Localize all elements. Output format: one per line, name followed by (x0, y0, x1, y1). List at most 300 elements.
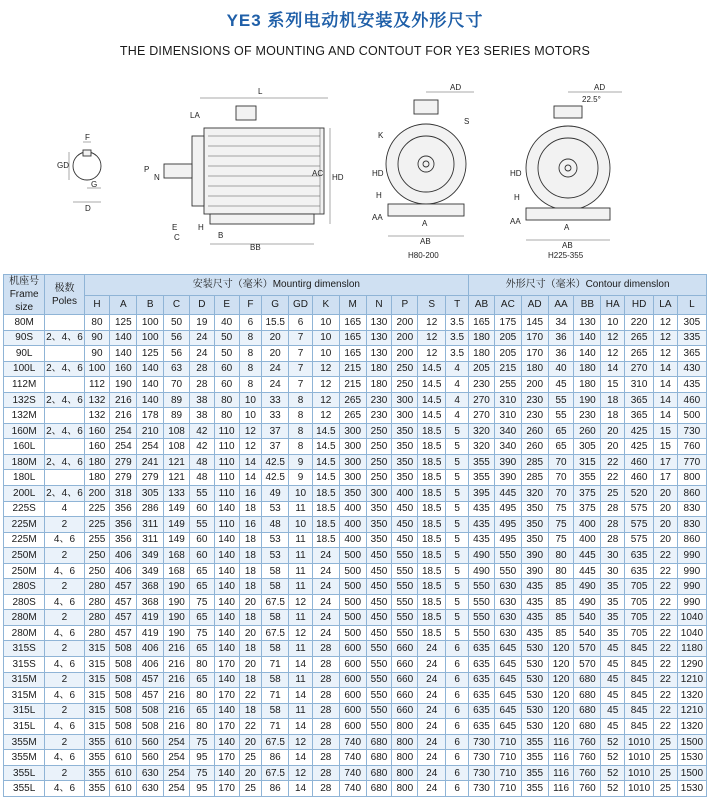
dimension-cell: 550 (494, 548, 521, 564)
dimension-cell: 14 (289, 657, 313, 673)
dimension-cell: 425 (625, 423, 654, 439)
dimension-cell: 180 (84, 470, 110, 486)
dimension-cell: 10 (289, 517, 313, 533)
dimension-cell: 120 (548, 641, 574, 657)
dimension-cell: 280 (84, 594, 110, 610)
dimension-cell: 5 (446, 579, 469, 595)
dimension-cell: 400 (339, 501, 366, 517)
dimension-cell: 740 (339, 765, 366, 781)
dimension-cell: 22 (654, 703, 678, 719)
dimension-cell: 116 (548, 734, 574, 750)
dimension-cell: 10 (312, 330, 339, 346)
frame-size-cell: 355L (4, 781, 45, 797)
dimension-cell: 45 (601, 657, 625, 673)
table-row (4, 548, 707, 564)
dimension-cell: 550 (392, 563, 418, 579)
dimension-cell: 20 (239, 625, 262, 641)
dimension-cell: 220 (625, 315, 654, 331)
dimension-cell: 250 (366, 423, 392, 439)
dimension-cell: 33 (262, 392, 289, 408)
dimension-cell: 6 (446, 641, 469, 657)
dimension-cell: 600 (339, 719, 366, 735)
dimension-cell: 680 (366, 734, 392, 750)
dimension-cell: 315 (84, 641, 110, 657)
dimension-cell: 390 (521, 548, 548, 564)
rear-label-aa: AA (510, 217, 521, 226)
dimension-cell: 20 (239, 594, 262, 610)
dimension-cell: 350 (366, 517, 392, 533)
dimension-cell: 445 (574, 548, 601, 564)
dimension-cell: 1320 (677, 688, 706, 704)
dimension-cell: 25 (654, 734, 678, 750)
dimension-cell: 22 (601, 454, 625, 470)
dimension-cell: 610 (110, 734, 137, 750)
poles-cell: 4、6 (45, 688, 84, 704)
dimension-cell: 1010 (625, 781, 654, 797)
dimension-cell: 990 (677, 579, 706, 595)
column-header-la: LA (654, 295, 678, 314)
dimension-cell: 5 (446, 532, 469, 548)
front-label-h: H (376, 191, 382, 200)
dimension-cell: 550 (366, 719, 392, 735)
dimension-cell: 50 (214, 330, 239, 346)
dimension-cell: 28 (312, 719, 339, 735)
dimension-cell: 355 (521, 781, 548, 797)
dimension-cell: 190 (574, 392, 601, 408)
dimension-cell: 460 (625, 470, 654, 486)
table-row (4, 703, 707, 719)
dimension-cell: 215 (494, 361, 521, 377)
dimension-cell: 445 (494, 486, 521, 502)
dimension-cell: 457 (110, 625, 137, 641)
dimension-cell: 58 (262, 610, 289, 626)
dimension-cell: 760 (574, 750, 601, 766)
dimension-cell: 42 (189, 439, 214, 455)
dimension-cell: 110 (214, 517, 239, 533)
dimension-cell: 5 (446, 594, 469, 610)
dimension-cell: 165 (339, 315, 366, 331)
dimension-cell: 375 (574, 486, 601, 502)
dimension-cell: 108 (164, 439, 190, 455)
dimension-cell: 58 (262, 703, 289, 719)
table-row (4, 408, 707, 424)
dimension-cell: 4 (446, 408, 469, 424)
dimension-cell: 400 (339, 517, 366, 533)
dimension-cell: 680 (366, 765, 392, 781)
dimension-cell: 28 (189, 361, 214, 377)
dimension-cell: 37 (262, 439, 289, 455)
side-label-ac: AC (312, 169, 324, 178)
dimension-cell: 1500 (677, 765, 706, 781)
dimension-cell: 190 (164, 610, 190, 626)
dimension-cell: 845 (625, 703, 654, 719)
dimension-cell: 85 (548, 579, 574, 595)
dimension-cell: 110 (214, 439, 239, 455)
dimension-cell: 180 (469, 346, 495, 362)
dimension-cell: 12 (239, 423, 262, 439)
column-header-aa: AA (548, 295, 574, 314)
dimension-cell: 335 (677, 330, 706, 346)
dimension-cell: 45 (601, 703, 625, 719)
dimension-cell: 12 (289, 594, 313, 610)
dimension-cell: 165 (339, 346, 366, 362)
dimension-cell: 14.5 (312, 423, 339, 439)
frame-size-cell: 315S (4, 641, 45, 657)
dimension-cell: 419 (137, 610, 164, 626)
dimension-cell: 200 (521, 377, 548, 393)
dimension-cell: 800 (677, 470, 706, 486)
dimension-cell: 65 (189, 610, 214, 626)
dimension-cell: 270 (625, 361, 654, 377)
dimension-cell: 3.5 (446, 315, 469, 331)
column-header-n: N (366, 295, 392, 314)
dimension-cell: 406 (137, 641, 164, 657)
column-header-ad: AD (521, 295, 548, 314)
frame-size-cell: 90L (4, 346, 45, 362)
dimension-cell: 710 (494, 750, 521, 766)
poles-cell: 4、6 (45, 625, 84, 641)
dimension-cell: 254 (164, 781, 190, 797)
dimension-cell: 18 (239, 579, 262, 595)
frame-size-cell: 225M (4, 517, 45, 533)
dimension-cell: 860 (677, 532, 706, 548)
poles-cell: 4 (45, 501, 84, 517)
dimension-cell: 630 (494, 594, 521, 610)
dimension-cell: 95 (189, 781, 214, 797)
dimension-cell: 375 (574, 501, 601, 517)
dimension-cell: 660 (392, 688, 418, 704)
column-header-a: A (110, 295, 137, 314)
dimension-cell: 230 (366, 408, 392, 424)
dimension-cell: 645 (494, 688, 521, 704)
dimension-cell: 60 (214, 361, 239, 377)
dimension-cell: 170 (214, 688, 239, 704)
dimension-cell: 660 (392, 657, 418, 673)
dimension-cell: 75 (548, 532, 574, 548)
dimension-cell: 216 (164, 719, 190, 735)
dimension-cell: 12 (312, 408, 339, 424)
dimension-cell: 130 (366, 315, 392, 331)
side-view-drawing (138, 80, 344, 252)
poles-cell: 2、4、6 (45, 423, 84, 439)
dimension-cell: 24 (418, 719, 446, 735)
dimension-cell: 5 (446, 563, 469, 579)
dimension-cell: 6 (446, 672, 469, 688)
dimension-cell: 18 (239, 501, 262, 517)
dimension-cell: 250 (366, 470, 392, 486)
dimension-cell: 11 (289, 610, 313, 626)
dimension-cell: 540 (574, 625, 601, 641)
dimension-cell: 500 (339, 548, 366, 564)
dimension-cell: 550 (469, 625, 495, 641)
dimension-cell: 170 (214, 657, 239, 673)
dimension-cell: 24 (312, 594, 339, 610)
dimension-cell: 11 (289, 532, 313, 548)
dimension-cell: 149 (164, 532, 190, 548)
mounting-dimension-group-header: 安装尺寸（毫米）Mountirg dimenslon (84, 275, 469, 296)
dimension-cell: 5 (446, 610, 469, 626)
dimension-cell: 216 (110, 392, 137, 408)
side-label-p: P (144, 165, 150, 174)
column-header-gd: GD (289, 295, 313, 314)
dimension-cell: 635 (469, 657, 495, 673)
dimension-cell: 300 (339, 423, 366, 439)
dimension-cell: 14 (289, 719, 313, 735)
table-row (4, 765, 707, 781)
column-header-l: L (677, 295, 706, 314)
dimension-cell: 635 (469, 672, 495, 688)
dimension-cell: 710 (494, 765, 521, 781)
dimension-cell: 18.5 (418, 610, 446, 626)
dimension-cell: 490 (574, 594, 601, 610)
dimension-cell: 6 (446, 657, 469, 673)
dimension-cell: 6 (239, 315, 262, 331)
dimension-cell: 24 (418, 672, 446, 688)
dimension-cell: 133 (164, 486, 190, 502)
dimension-cell: 730 (469, 765, 495, 781)
dimension-cell: 230 (366, 392, 392, 408)
dimension-cell: 35 (601, 594, 625, 610)
dimension-cell: 830 (677, 501, 706, 517)
dimension-cell: 730 (677, 423, 706, 439)
dimension-cell: 660 (392, 672, 418, 688)
frame-size-cell: 180M (4, 454, 45, 470)
table-row (4, 330, 707, 346)
dimension-cell: 8 (289, 392, 313, 408)
dimension-cell: 180 (521, 361, 548, 377)
dimension-cell: 356 (110, 517, 137, 533)
dimension-cell: 11 (289, 563, 313, 579)
dimension-cell: 457 (110, 594, 137, 610)
dimension-cell: 67.5 (262, 765, 289, 781)
column-header-e: E (214, 295, 239, 314)
dimension-cell: 1010 (625, 750, 654, 766)
dimension-cell: 445 (574, 563, 601, 579)
dimension-cell: 18.5 (418, 563, 446, 579)
dimension-cell: 254 (164, 765, 190, 781)
dimension-cell: 760 (677, 439, 706, 455)
dimension-cell: 15 (654, 439, 678, 455)
dimension-cell: 600 (339, 641, 366, 657)
dimension-cell: 350 (392, 439, 418, 455)
dimension-cell: 20 (262, 330, 289, 346)
frame-size-cell: 225S (4, 501, 45, 517)
dimension-cell: 36 (548, 346, 574, 362)
dimension-cell: 600 (339, 657, 366, 673)
dimension-cell: 165 (339, 330, 366, 346)
dimension-cell: 14 (289, 688, 313, 704)
dimension-cell: 450 (366, 579, 392, 595)
frame-size-header: 机座号 Frame size (4, 275, 45, 315)
dimension-cell: 85 (548, 625, 574, 641)
dimension-cell: 56 (164, 330, 190, 346)
dimension-cell: 225 (84, 501, 110, 517)
column-header-p: P (392, 295, 418, 314)
table-row (4, 501, 707, 517)
dimension-cell: 645 (494, 672, 521, 688)
dimension-cell: 89 (164, 408, 190, 424)
dimension-cell: 10 (289, 486, 313, 502)
poles-cell (45, 408, 84, 424)
dimension-cell: 58 (262, 641, 289, 657)
poles-cell: 2 (45, 548, 84, 564)
dimension-cell: 75 (548, 501, 574, 517)
side-label-e: E (172, 223, 178, 232)
dimension-cell: 10 (601, 315, 625, 331)
dimension-cell: 830 (677, 517, 706, 533)
dimension-cell: 250 (84, 548, 110, 564)
dimension-cell: 550 (494, 563, 521, 579)
dimension-cell: 230 (521, 408, 548, 424)
dimension-cell: 12 (312, 361, 339, 377)
shaft-label-gd: GD (57, 161, 69, 170)
dimension-cell: 11 (289, 641, 313, 657)
dimension-cell: 740 (339, 781, 366, 797)
table-row (4, 532, 707, 548)
dimension-cell: 600 (339, 672, 366, 688)
dimension-cell: 75 (548, 517, 574, 533)
dimension-cell: 350 (521, 517, 548, 533)
dimension-cell: 18.5 (312, 532, 339, 548)
dimension-cell: 48 (189, 454, 214, 470)
poles-cell: 2 (45, 765, 84, 781)
dimension-cell: 65 (189, 703, 214, 719)
shaft-section-drawing (55, 132, 115, 212)
dimension-cell: 315 (84, 672, 110, 688)
dimension-cell: 18 (239, 672, 262, 688)
dimension-cell: 205 (469, 361, 495, 377)
dimension-cell: 305 (137, 486, 164, 502)
dimension-cell: 635 (469, 688, 495, 704)
dimension-cell: 140 (214, 563, 239, 579)
dimension-cell: 575 (625, 532, 654, 548)
dimension-cell: 645 (494, 641, 521, 657)
dimension-cell: 450 (392, 532, 418, 548)
frame-size-cell: 250M (4, 548, 45, 564)
dimension-cell: 635 (625, 563, 654, 579)
dimension-cell: 508 (110, 703, 137, 719)
dimension-cell: 42.5 (262, 470, 289, 486)
dimension-cell: 18 (239, 703, 262, 719)
dimension-cell: 450 (366, 625, 392, 641)
dimension-cell: 710 (494, 781, 521, 797)
side-label-hd: HD (332, 173, 344, 182)
dimension-cell: 540 (574, 610, 601, 626)
dimension-cell: 300 (392, 408, 418, 424)
dimension-cell: 190 (110, 377, 137, 393)
dimension-cell: 990 (677, 548, 706, 564)
dimension-cell: 67.5 (262, 625, 289, 641)
dimension-cell: 390 (521, 563, 548, 579)
dimension-cell: 11 (289, 672, 313, 688)
column-header-c: C (164, 295, 190, 314)
dimension-cell: 24 (189, 346, 214, 362)
dimension-cell: 550 (469, 610, 495, 626)
dimension-cell: 760 (574, 734, 601, 750)
dimension-cell: 80 (189, 688, 214, 704)
dimension-cell: 24 (312, 610, 339, 626)
dimension-cell: 140 (214, 765, 239, 781)
dimension-cell: 460 (625, 454, 654, 470)
dimension-cell: 53 (262, 548, 289, 564)
dimension-cell: 660 (392, 641, 418, 657)
dimension-cell: 65 (189, 563, 214, 579)
dimension-cell: 355 (574, 470, 601, 486)
dimension-cell: 42.5 (262, 454, 289, 470)
table-row (4, 719, 707, 735)
poles-cell: 4、6 (45, 563, 84, 579)
dimension-cell: 305 (677, 315, 706, 331)
dimension-cell: 400 (339, 532, 366, 548)
dimension-cell: 315 (84, 688, 110, 704)
dimension-cell: 265 (625, 330, 654, 346)
dimension-cell: 435 (521, 610, 548, 626)
poles-cell: 2、4、6 (45, 392, 84, 408)
dimension-cell: 24 (418, 750, 446, 766)
dimension-cell: 254 (137, 439, 164, 455)
dimension-cell: 130 (574, 315, 601, 331)
table-row (4, 361, 707, 377)
side-label-h: H (198, 223, 204, 232)
dimension-cell: 845 (625, 641, 654, 657)
dimension-cell: 22 (654, 548, 678, 564)
dimension-cell: 86 (262, 750, 289, 766)
dimension-cell: 450 (392, 517, 418, 533)
dimension-cell: 80 (214, 392, 239, 408)
table-row (4, 579, 707, 595)
dimension-cell: 12 (289, 765, 313, 781)
dimension-cell: 10 (239, 408, 262, 424)
dimension-cell: 52 (601, 781, 625, 797)
dimension-cell: 18.5 (418, 594, 446, 610)
dimension-cell: 125 (137, 346, 164, 362)
dimension-cell: 14.5 (418, 408, 446, 424)
dimension-cell: 560 (137, 734, 164, 750)
dimension-cell: 740 (339, 750, 366, 766)
dimension-cell: 680 (574, 703, 601, 719)
dimension-cell: 65 (548, 439, 574, 455)
dimension-cell: 110 (214, 423, 239, 439)
dimension-cell: 349 (137, 548, 164, 564)
dimension-cell: 18.5 (418, 625, 446, 641)
dimension-cell: 300 (339, 439, 366, 455)
poles-cell: 4、6 (45, 594, 84, 610)
dimension-cell: 530 (521, 719, 548, 735)
dimension-cell: 18 (601, 392, 625, 408)
dimension-cell: 550 (392, 610, 418, 626)
table-row (4, 563, 707, 579)
dimension-cell: 6 (446, 703, 469, 719)
dimension-cell: 230 (469, 377, 495, 393)
dimension-cell: 24 (312, 563, 339, 579)
dimension-cell: 260 (574, 423, 601, 439)
dimension-cell: 12 (601, 330, 625, 346)
dimension-cell: 680 (574, 672, 601, 688)
table-row (4, 734, 707, 750)
dimension-cell: 740 (339, 734, 366, 750)
dimension-cell: 121 (164, 454, 190, 470)
dimension-cell: 100 (84, 361, 110, 377)
dimension-cell: 500 (339, 579, 366, 595)
dimension-cell: 260 (521, 439, 548, 455)
dimension-cell: 24 (418, 765, 446, 781)
frame-size-cell: 315S (4, 657, 45, 673)
dimension-cell: 254 (110, 439, 137, 455)
dimension-cell: 140 (137, 377, 164, 393)
dimension-cell: 18.5 (418, 532, 446, 548)
dimension-cell: 435 (521, 594, 548, 610)
dimension-cell: 8 (239, 361, 262, 377)
